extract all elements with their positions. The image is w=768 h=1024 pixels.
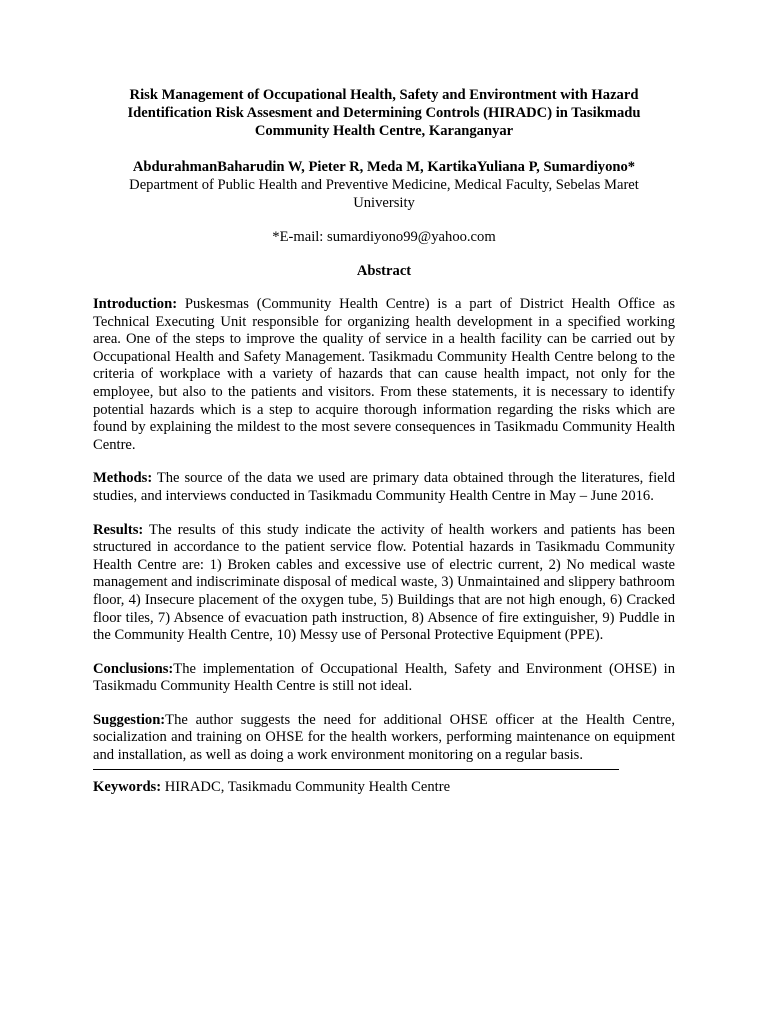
methods-text: The source of the data we used are primary data obtained through the literatures, field studies, and interviews conducted in Tasikmadu Community Health Centre in May – June 2016. (93, 470, 675, 504)
abstract-results (93, 522, 675, 645)
keywords-text: HIRADC, Tasikmadu Community Health Centre (161, 778, 451, 795)
abstract-suggestion (93, 712, 675, 765)
abstract-introduction (93, 296, 675, 454)
suggestion-text: The author suggests the need for additional OHSE officer at the Health Centre, socialization and training on OHSE for the health workers, performing maintenance on equipment and installation, as well as doing a work environment monitoring on a regular basis. (93, 711, 675, 764)
introduction-label: Introduction: (93, 296, 178, 312)
keywords-label: Keywords: (93, 778, 162, 795)
results-text: The results of this study indicate the activity of health workers and patients has been structured in accordance to the patient service flow. Potential hazards in Tasikmadu Community Health Centre are: 1) Broken cables and excessive use of electric current, 2) No medical waste management and indiscriminate disposal of medical waste, 3) Unmaintained and slippery bathroom floor, 4) Insecure placement of the oxygen tube, 5) Buildings that are not high enough, 6) Cracked floor tiles, 7) Absence of evacuation path instruction, 8) Absence of fire extinguisher, 9) Puddle in the Community Health Centre, 10) Messy use of Personal Protective Equipment (PPE). (93, 521, 675, 644)
paper-title: Risk Management of Occupational Health, Safety and Environtment with Hazard Identification Risk Assesment and Determining Controls (HIRADC) in Tasikmadu Community Health Centre, Karanganyar (127, 87, 641, 139)
introduction-text: Puskesmas (Community Health Centre) is a part of District Health Office as Technical Executing Unit responsible for organizing health development in a specified working area. One of the steps to improve the quality of service in a health facility can be carried out by Occupational Health and Safety Management. Tasikmadu Community Health Centre belong to the criteria of workplace with a variety of hazards that can cause health impact, not only for the employee, but also to the patients and visitors. From these statements, it is necessary to identify potential hazards which is a step to acquire thorough information regarding the risks which are found by explaining the mildest to the most severe consequences in Tasikmadu Community Health Centre. (93, 296, 675, 453)
section-divider (93, 769, 619, 770)
abstract-methods (93, 470, 675, 505)
author-list: AbdurahmanBaharudin W, Pieter R, Meda M, KartikaYuliana P, Sumardiyono* (132, 159, 636, 175)
suggestion-label: Suggestion: (93, 711, 166, 728)
abstract-conclusions (93, 661, 675, 696)
keywords-line (93, 778, 675, 796)
author-affiliation: Department of Public Health and Preventive Medicine, Medical Faculty, Sebelas Maret University (129, 177, 639, 211)
methods-label: Methods: (93, 470, 153, 487)
abstract-heading: Abstract (356, 263, 412, 279)
results-label: Results: (93, 521, 144, 538)
conclusions-text: The implementation of Occupational Health, Safety and Environment (OHSE) in Tasikmadu Community Health Centre is still not ideal. (93, 660, 675, 695)
corresponding-email: *E-mail: sumardiyono99@yahoo.com (272, 229, 496, 245)
conclusions-label: Conclusions: (93, 660, 174, 677)
